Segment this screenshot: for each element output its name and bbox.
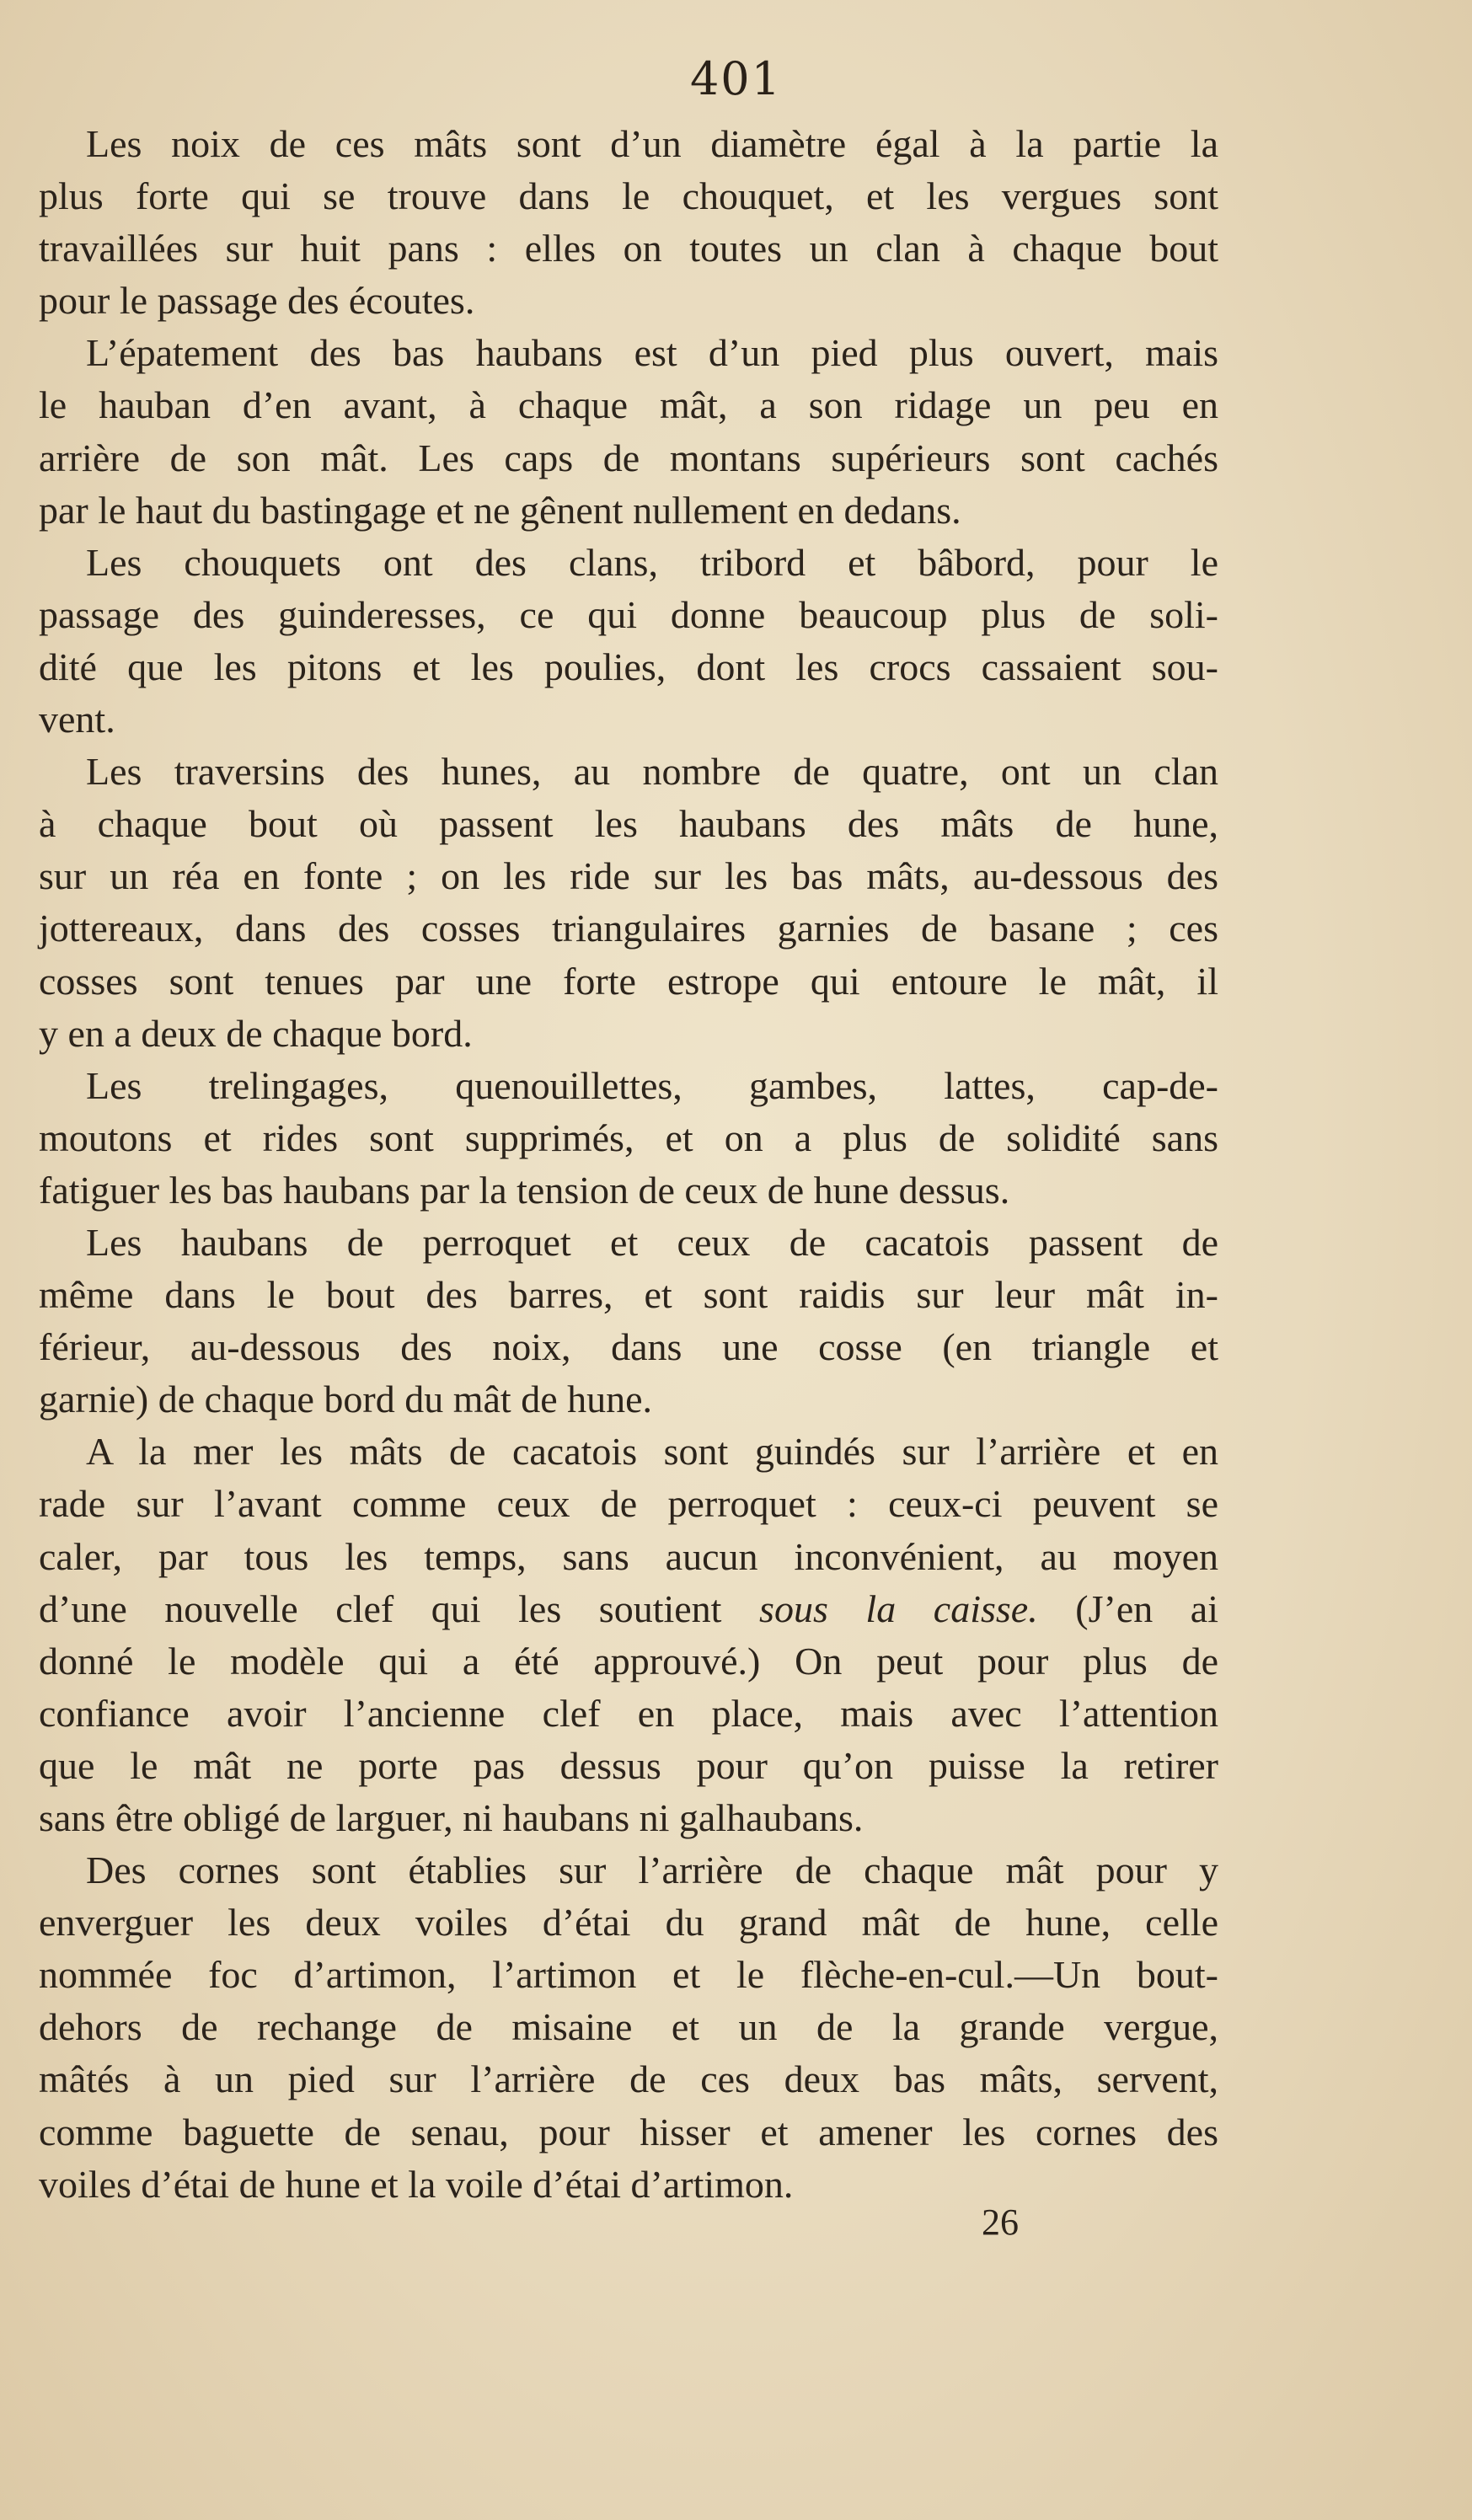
text-line: Les haubans de perroquet et ceux de cacatois passent de [86,1220,1218,1264]
text-line: à chaque bout où passent les haubans des mâts de hune, [39,802,1218,846]
text-line: fatiguer les bas haubans par la tension de ceux de hune dessus. [39,1168,1010,1212]
text-segment: d’une nouvelle clef qui les soutient [39,1586,760,1630]
text-line: plus forte qui se trouve dans le chouquet, et les vergues sont [39,174,1218,218]
text-line: férieur, au-dessous des noix, dans une cosse (en triangle et [39,1325,1218,1369]
text-line: par le haut du bastingage et ne gênent nullement en dedans. [39,488,961,532]
paragraph-8 [39,1844,1218,2211]
text-line: y en a deux de chaque bord. [39,1011,473,1055]
text-line-with-emphasis [39,1583,1218,1635]
paragraph-4 [39,746,1218,1060]
text-line: nommée foc d’artimon, l’artimon et le flèche-en-cul.—Un bout- [39,1953,1218,1997]
text-line: Les chouquets ont des clans, tribord et bâbord, pour le [86,540,1218,584]
text-line: sans être obligé de larguer, ni haubans ni galhaubans. [39,1796,864,1839]
text-line: moutons et rides sont supprimés, et on a plus de solidité sans [39,1116,1218,1159]
text-line: dehors de rechange de misaine et un de la grande vergue, [39,2005,1218,2049]
paragraph-6 [39,1217,1218,1426]
paragraph-1 [39,118,1218,327]
text-line: A la mer les mâts de cacatois sont guindés sur l’arrière et en [86,1430,1218,1474]
text-line: que le mât ne porte pas dessus pour qu’on puisse la retirer [39,1743,1218,1787]
text-line: L’épatement des bas haubans est d’un pied plus ouvert, mais [86,331,1218,375]
text-line: dité que les pitons et les poulies, dont les crocs cassaient sou- [39,645,1218,688]
text-line: rade sur l’avant comme ceux de perroquet : ceux-ci peuvent se [39,1482,1218,1526]
text-line: caler, par tous les temps, sans aucun inconvénient, au moyen [39,1534,1218,1578]
text-line: Les traversins des hunes, au nombre de quatre, ont un clan [86,750,1218,794]
text-line: le hauban d’en avant, à chaque mât, a son ridage un peu en [39,383,1218,427]
text-line: travaillées sur huit pans : elles on toutes un clan à chaque bout [39,227,1218,270]
text-line: enverguer les deux voiles d’étai du grand mât de hune, celle [39,1901,1218,1945]
text-line: passage des guinderesses, ce qui donne beaucoup plus de soli- [39,592,1218,636]
text-line: Les noix de ces mâts sont d’un diamètre égal à la partie la [86,122,1218,165]
text-line: cosses sont tenues par une forte estrope qui entoure le mât, il [39,959,1218,1003]
text-line: mâtés à un pied sur l’arrière de ces deux bas mâts, servent, [39,2057,1218,2101]
paragraph-7 [39,1426,1218,1844]
page-number: 401 [689,52,783,105]
text-line: jottereaux, dans des cosses triangulaires garnies de basane ; ces [39,907,1218,950]
body-text [39,118,1218,2211]
text-line: comme baguette de senau, pour hisser et amener les cornes des [39,2110,1218,2154]
text-line: arrière de son mât. Les caps de montans supérieurs sont cachés [39,436,1218,479]
text-line: Des cornes sont établies sur l’arrière de chaque mât pour y [86,1849,1218,1892]
text-segment: (J’en ai [1037,1586,1219,1630]
text-line: Les trelingages, quenouillettes, gambes, lattes, cap-de- [86,1063,1218,1107]
text-line: sur un réa en fonte ; on les ride sur les bas mâts, au-dessous des [39,854,1218,898]
text-line: confiance avoir l’ancienne clef en place, mais avec l’attention [39,1691,1218,1735]
signature-mark: 26 [982,2202,1019,2243]
paragraph-5 [39,1060,1218,1217]
text-line: vent. [39,698,115,741]
text-line: donné le modèle qui a été approuvé.) On peut pour plus de [39,1639,1218,1683]
text-line: voiles d’étai de hune et la voile d’étai d’artimon. [39,2162,794,2206]
paragraph-2 [39,327,1218,536]
paragraph-3 [39,537,1218,746]
italic-emphasis: sous la caisse. [759,1586,1038,1630]
text-line: garnie) de chaque bord du mât de hune. [39,1378,653,1421]
text-line: même dans le bout des barres, et sont raidis sur leur mât in- [39,1273,1218,1317]
text-line: pour le passage des écoutes. [39,279,475,323]
